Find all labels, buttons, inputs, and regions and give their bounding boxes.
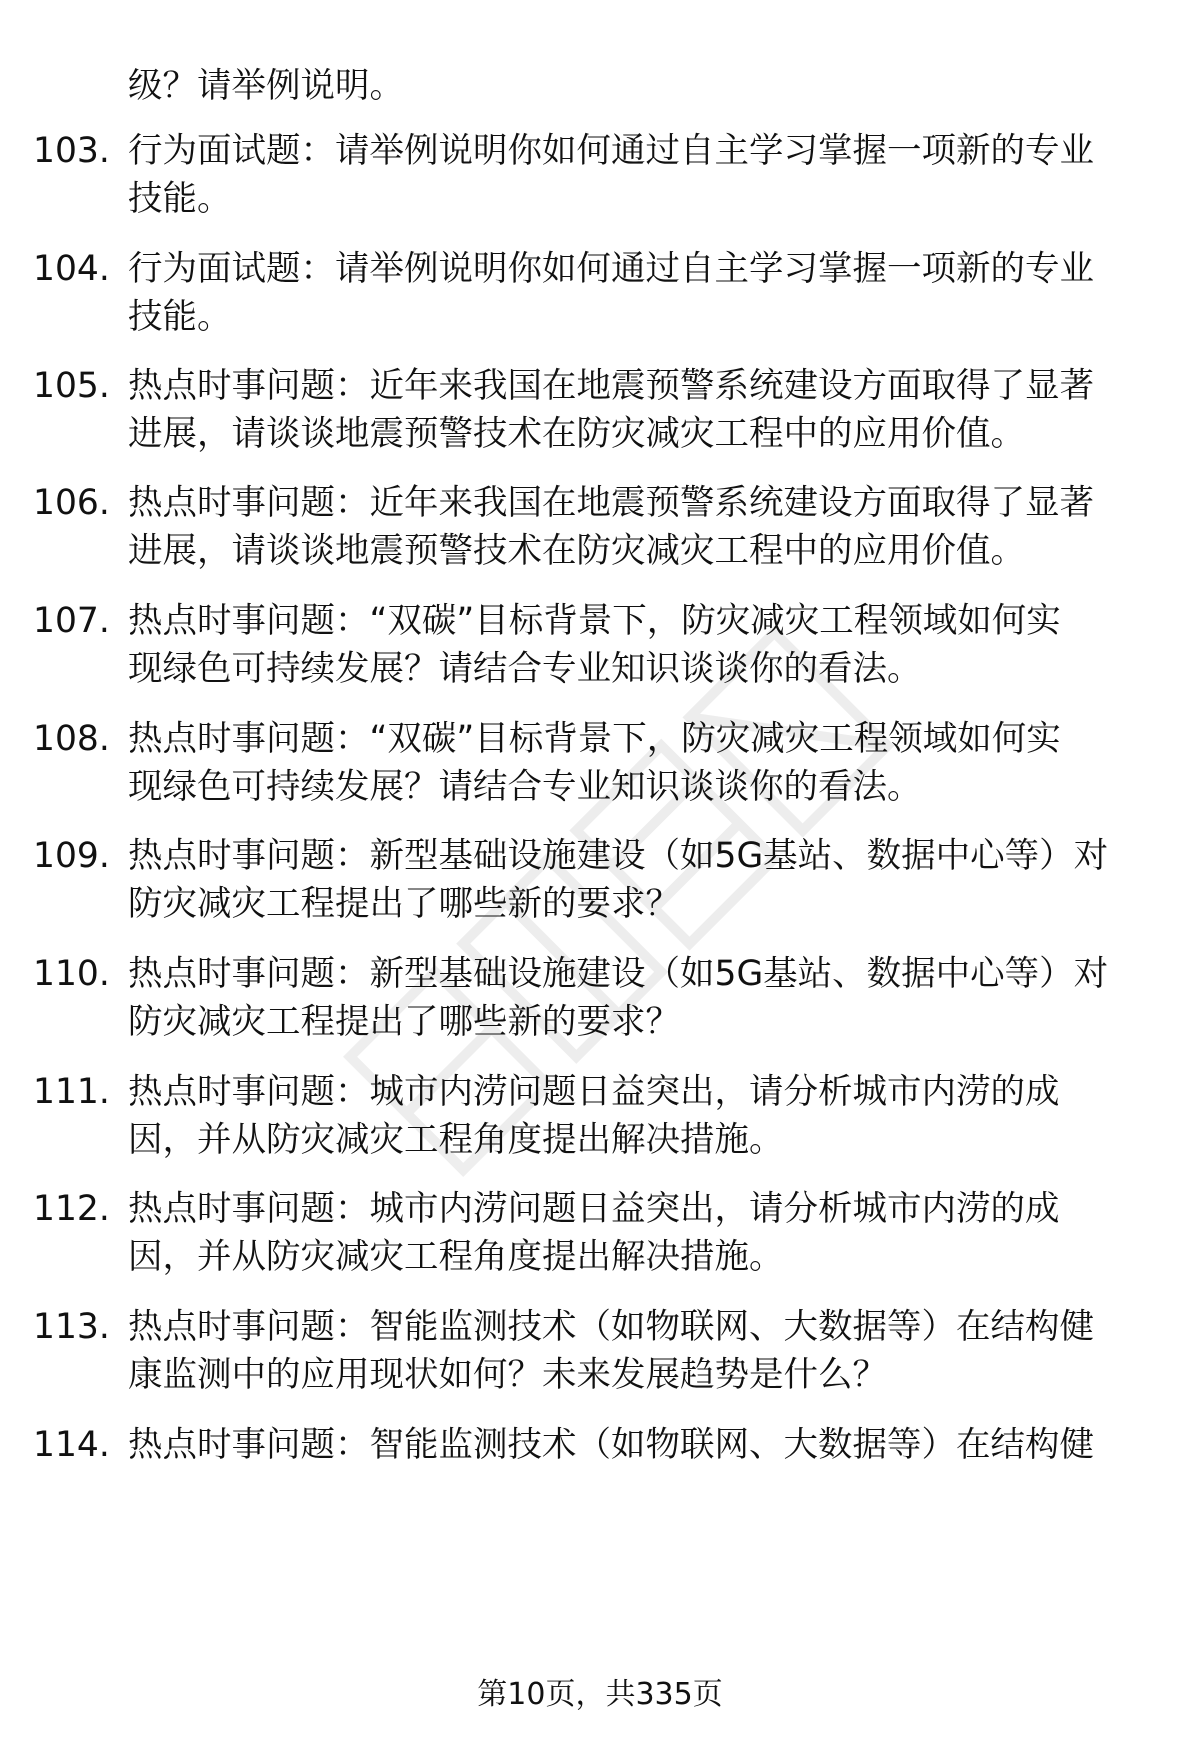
text-line: 防灾减灾工程提出了哪些新的要求？: [128, 884, 680, 924]
item-number: 107.: [33, 601, 110, 641]
text-line: 行为面试题：请举例说明你如何通过自主学习掌握一项新的专业: [128, 131, 1094, 171]
text-line: 现绿色可持续发展？请结合专业知识谈谈你的看法。: [128, 767, 922, 807]
page-footer: [0, 1675, 1200, 1715]
text-line: 热点时事问题：新型基础设施建设（如5G基站、数据中心等）对: [128, 954, 1109, 994]
text-line: 进展，请谈谈地震预警技术在防灾减灾工程中的应用价值。: [128, 414, 1025, 454]
text-line: 行为面试题：请举例说明你如何通过自主学习掌握一项新的专业: [128, 249, 1094, 289]
text-line: 现绿色可持续发展？请结合专业知识谈谈你的看法。: [128, 649, 922, 689]
item-number: 104.: [33, 249, 110, 289]
item-number: 110.: [33, 954, 110, 994]
text-line: 技能。: [128, 297, 232, 337]
item-number: 108.: [33, 719, 110, 759]
text-line: 热点时事问题：智能监测技术（如物联网、大数据等）在结构健: [128, 1425, 1094, 1465]
item-number: 105.: [33, 366, 110, 406]
text-line: 热点时事问题：近年来我国在地震预警系统建设方面取得了显著: [128, 483, 1094, 523]
item-number: 111.: [33, 1072, 110, 1112]
text-line: 因，并从防灾减灾工程角度提出解决措施。: [128, 1120, 784, 1160]
text-line: 技能。: [128, 179, 232, 219]
item-number: 109.: [33, 836, 110, 876]
text-line: 热点时事问题：城市内涝问题日益突出，请分析城市内涝的成: [128, 1072, 1060, 1112]
text-line: 热点时事问题：城市内涝问题日益突出，请分析城市内涝的成: [128, 1189, 1060, 1229]
text-line: 热点时事问题：近年来我国在地震预警系统建设方面取得了显著: [128, 366, 1094, 406]
item-number: 106.: [33, 483, 110, 523]
item-number: 113.: [33, 1307, 110, 1347]
text-line: 因，并从防灾减灾工程角度提出解决措施。: [128, 1237, 784, 1277]
item-number: 103.: [33, 131, 110, 171]
page-number-label: 第10页，共335页: [477, 1677, 723, 1712]
text-line: 热点时事问题：“双碳”目标背景下，防灾减灾工程领域如何实: [128, 719, 1061, 759]
text-line: 进展，请谈谈地震预警技术在防灾减灾工程中的应用价值。: [128, 531, 1025, 571]
text-line: 级？请举例说明。: [128, 66, 404, 106]
item-number: 114.: [33, 1425, 110, 1465]
text-line: 康监测中的应用现状如何？未来发展趋势是什么？: [128, 1355, 887, 1395]
text-line: 热点时事问题：“双碳”目标背景下，防灾减灾工程领域如何实: [128, 601, 1061, 641]
text-line: 热点时事问题：智能监测技术（如物联网、大数据等）在结构健: [128, 1307, 1094, 1347]
item-number: 112.: [33, 1189, 110, 1229]
text-line: 防灾减灾工程提出了哪些新的要求？: [128, 1002, 680, 1042]
text-line: 热点时事问题：新型基础设施建设（如5G基站、数据中心等）对: [128, 836, 1109, 876]
